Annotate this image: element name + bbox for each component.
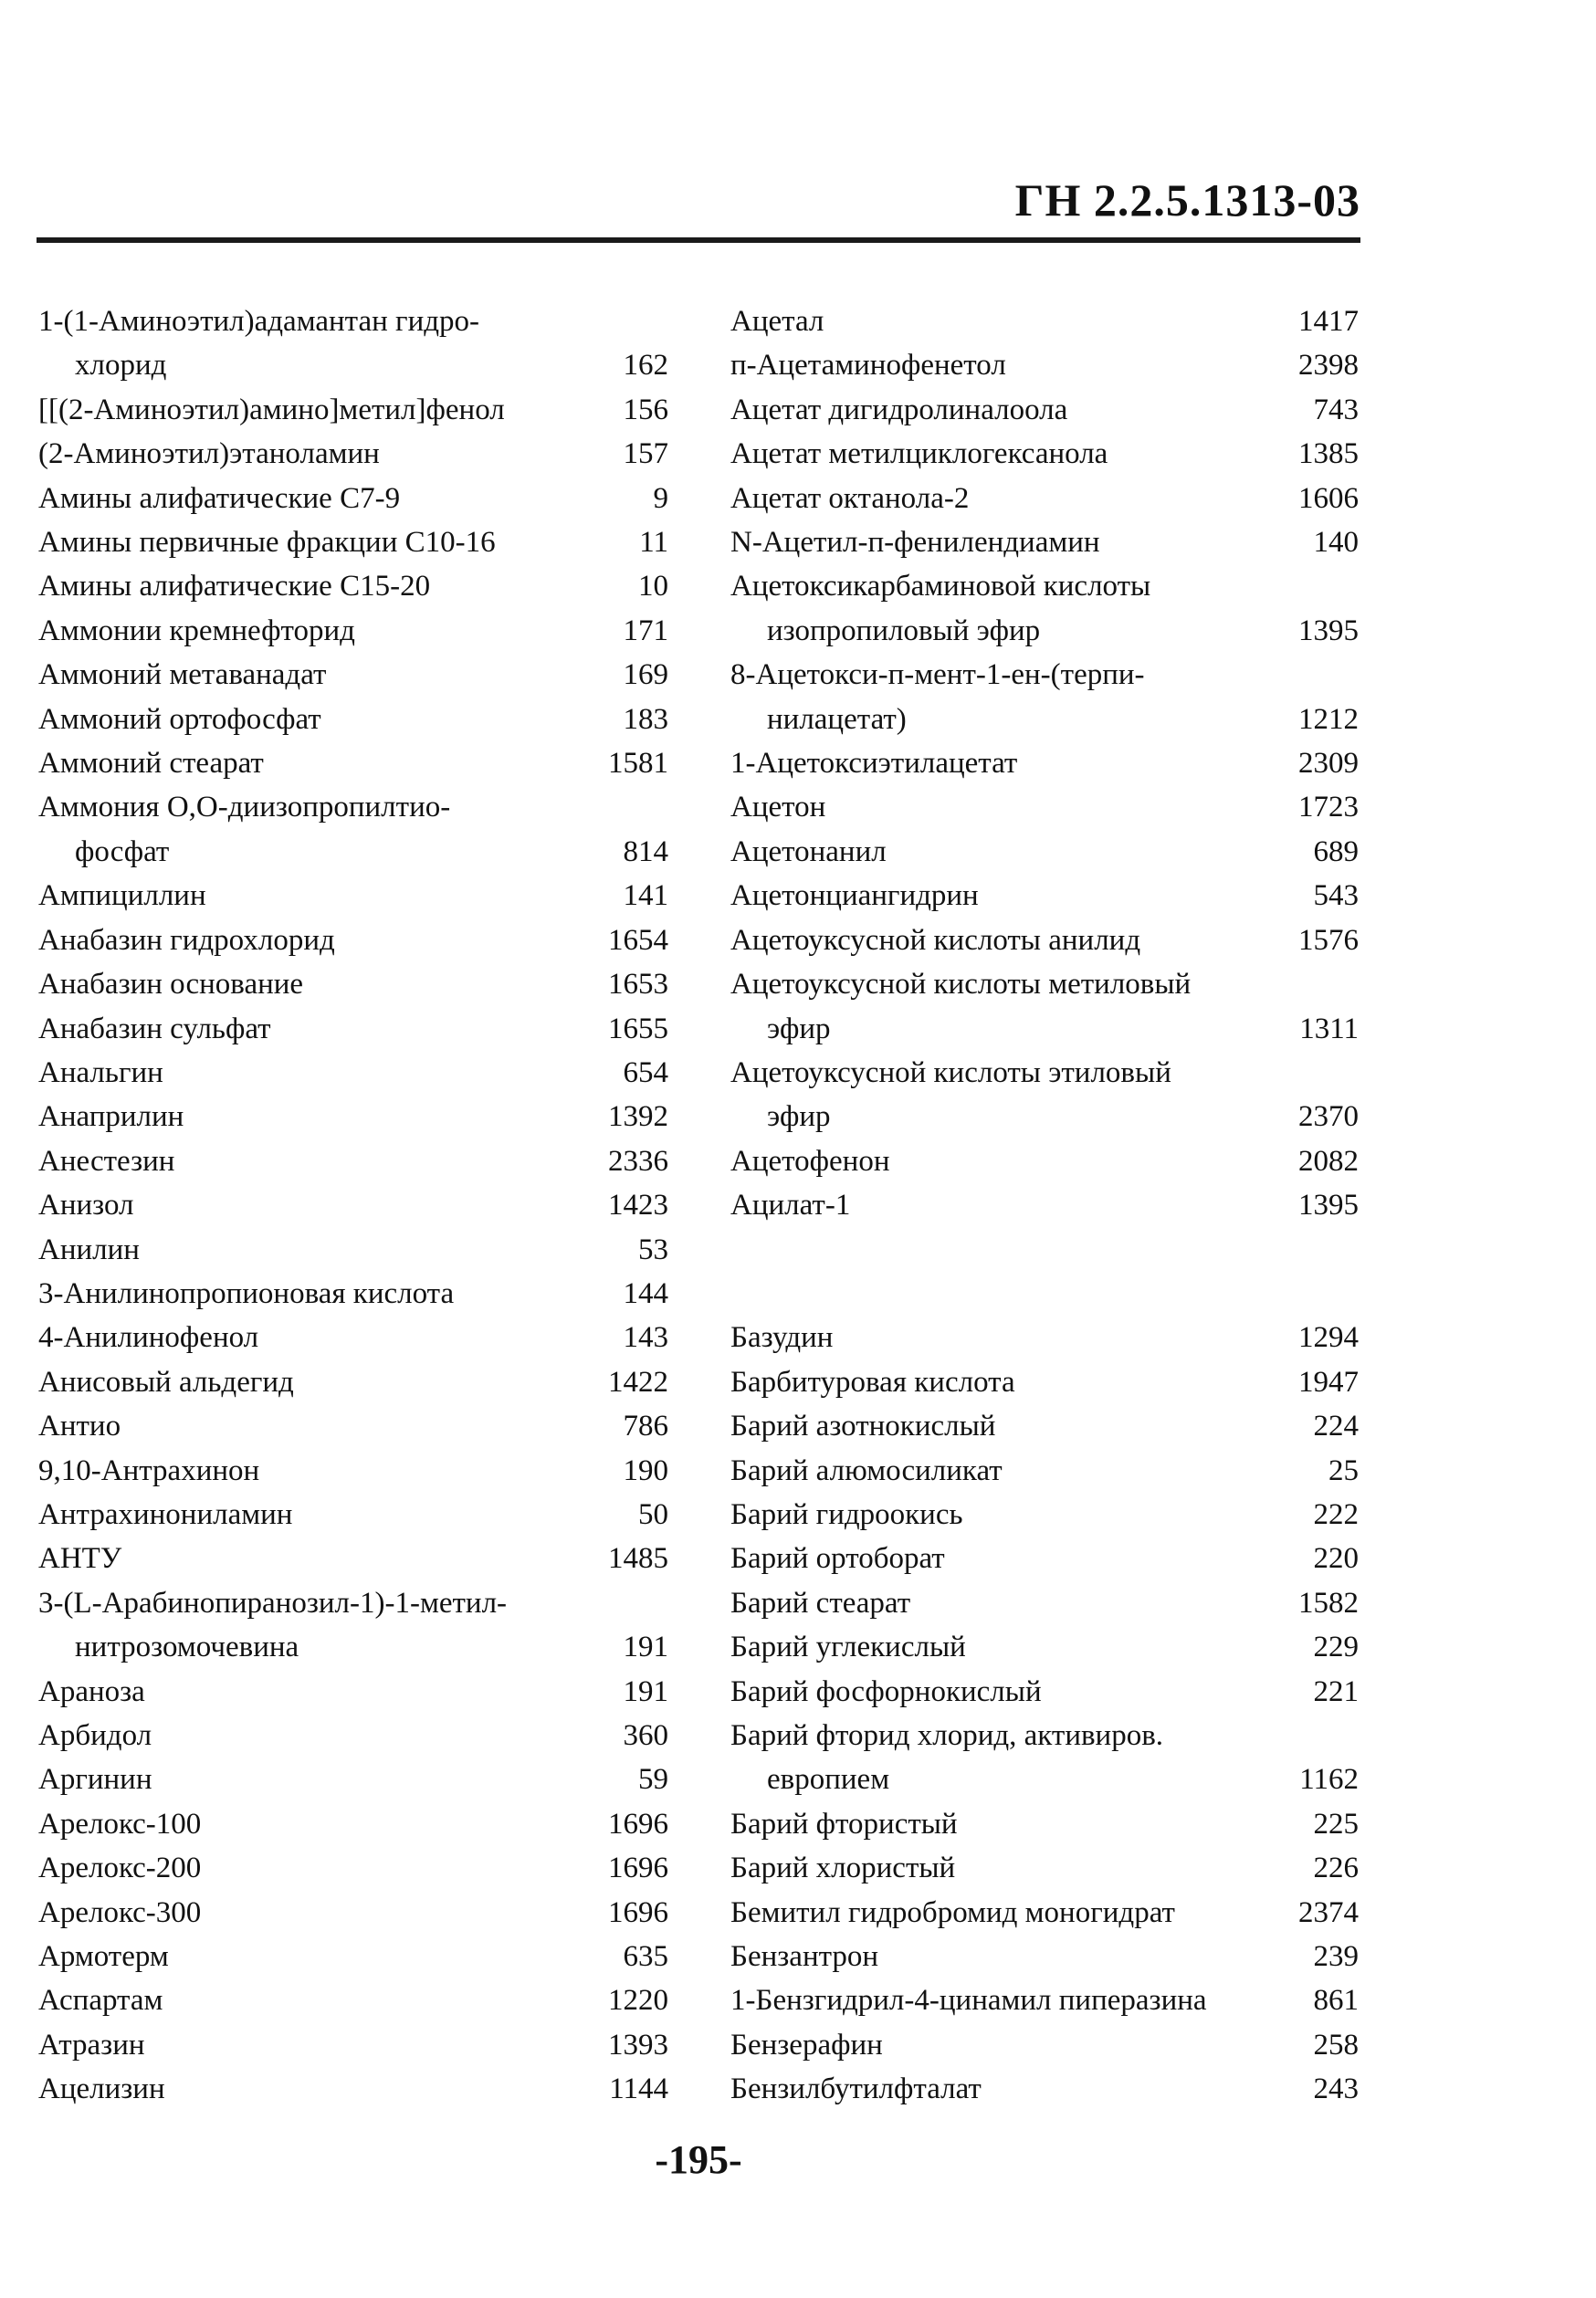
index-entry (730, 653, 1359, 697)
index-entry (730, 1846, 1359, 1890)
entry-term: Арелокс-300 (38, 1895, 202, 1929)
entry-term: Барий фосфорнокислый (730, 1674, 1042, 1708)
entry-term: Барий фторид хлорид, активиров. (730, 1718, 1164, 1752)
index-entry (730, 918, 1359, 962)
entry-term: 8-Ацетокси-п-мент-1-ен-(терпи- (730, 658, 1145, 692)
index-entry (730, 1935, 1359, 1978)
entry-page: 53 (638, 1233, 668, 1266)
index-entry (38, 874, 668, 918)
index-entry (38, 1051, 668, 1095)
entry-page: 1581 (608, 747, 668, 781)
index-entry (730, 520, 1359, 564)
entry-term: изопропиловый эфир (767, 614, 1041, 647)
index-entry (730, 299, 1359, 343)
entry-page: 140 (1313, 526, 1359, 560)
entry-page: 543 (1313, 879, 1359, 913)
entry-term: Аргинин (38, 1763, 152, 1797)
document-code: ГН 2.2.5.1313-03 (1014, 174, 1360, 226)
index-entry (38, 1139, 668, 1183)
entry-term: п-Ацетаминофенетол (730, 349, 1006, 383)
index-entry (38, 299, 668, 343)
index-entry (730, 2067, 1359, 2111)
index-entry (38, 1493, 668, 1537)
index-entry (38, 1935, 668, 1978)
entry-term: Ацетал (730, 305, 824, 338)
entry-term: Атразин (38, 2028, 145, 2062)
entry-page: 226 (1313, 1852, 1359, 1885)
entry-term: эфир (767, 1012, 831, 1045)
index-entry (38, 1007, 668, 1051)
entry-term: Анабазин сульфат (38, 1012, 271, 1045)
entry-page: 1395 (1298, 614, 1359, 647)
entry-page: 1582 (1298, 1586, 1359, 1620)
index-entry (38, 388, 668, 432)
entry-term: Амины алифатические C15-20 (38, 570, 431, 603)
index-entry (38, 1316, 668, 1359)
entry-term: Аспартам (38, 1984, 163, 2018)
entry-term: Ацилат-1 (730, 1189, 851, 1222)
entry-term: 4-Анилинофенол (38, 1321, 259, 1355)
entry-page: 861 (1313, 1984, 1359, 2018)
entry-term: фосфат (75, 834, 170, 868)
index-entry (38, 432, 668, 476)
entry-page: 2309 (1298, 747, 1359, 781)
entry-term: Барий фтористый (730, 1807, 958, 1841)
entry-term: Барий алюмосиликат (730, 1453, 1003, 1487)
index-entry (38, 741, 668, 785)
entry-term: Аммоний ортофосфат (38, 702, 321, 736)
entry-page: 786 (623, 1410, 668, 1443)
entry-term: Ацетонциангидрин (730, 879, 979, 913)
entry-term: Анисовый альдегид (38, 1365, 294, 1399)
entry-page: 143 (623, 1321, 668, 1355)
entry-page: 191 (623, 1631, 668, 1664)
entry-page: 1393 (608, 2028, 668, 2062)
index-entry (730, 1758, 1359, 1801)
index-entry (38, 1404, 668, 1448)
entry-page: 1212 (1298, 702, 1359, 736)
entry-page: 743 (1313, 393, 1359, 426)
entry-term: 1-Бензгидрил-4-цинамил пиперазина (730, 1984, 1207, 2018)
entry-page: 635 (623, 1940, 668, 1974)
index-entry (38, 1228, 668, 1272)
entry-term: Ацетоуксусной кислоты метиловый (730, 968, 1192, 1002)
entry-page: 1485 (608, 1542, 668, 1576)
entry-term: Амины алифатические C7-9 (38, 481, 401, 515)
entry-page: 1385 (1298, 437, 1359, 471)
index-column-right (730, 299, 1359, 2112)
entry-term: Антрахинониламин (38, 1497, 293, 1531)
entry-page: 1696 (608, 1807, 668, 1841)
index-entry (38, 1978, 668, 2022)
index-entry (38, 830, 668, 874)
entry-page: 1653 (608, 968, 668, 1002)
entry-term: эфир (767, 1100, 831, 1134)
index-entry (38, 1625, 668, 1669)
index-entry (730, 1316, 1359, 1359)
entry-page: 156 (623, 393, 668, 426)
entry-term: Ампициллин (38, 879, 206, 913)
index-entry (38, 962, 668, 1006)
entry-page: 225 (1313, 1807, 1359, 1841)
index-entry (730, 1537, 1359, 1580)
index-entry (38, 1802, 668, 1846)
entry-term: Армотерм (38, 1940, 169, 1974)
index-entry (730, 1714, 1359, 1758)
index-entry (38, 1581, 668, 1625)
index-entry (38, 785, 668, 829)
index-entry (730, 609, 1359, 653)
entry-page: 190 (623, 1453, 668, 1487)
index-entry (730, 1625, 1359, 1669)
entry-term: 1-(1-Аминоэтил)адамантан гидро- (38, 305, 480, 338)
entry-page: 222 (1313, 1497, 1359, 1531)
entry-page: 1392 (608, 1100, 668, 1134)
entry-term: (2-Аминоэтил)этаноламин (38, 437, 380, 471)
entry-term: Анизол (38, 1189, 134, 1222)
index-entry (730, 2023, 1359, 2067)
index-entry (730, 874, 1359, 918)
index-entry (38, 2023, 668, 2067)
entry-term: Ацетоксикарбаминовой кислоты (730, 570, 1151, 603)
entry-term: Анаприлин (38, 1100, 184, 1134)
index-entry (38, 1183, 668, 1227)
entry-page: 144 (623, 1276, 668, 1310)
index-column-left (38, 299, 668, 2112)
entry-term: нитрозомочевина (75, 1631, 299, 1664)
index-entry (38, 1449, 668, 1493)
entry-term: Бензилбутилфталат (730, 2072, 982, 2106)
entry-page: 1162 (1299, 1763, 1359, 1797)
entry-page: 141 (623, 879, 668, 913)
index-entry (38, 1758, 668, 1801)
index-entry (38, 2067, 668, 2111)
index-entry (730, 1139, 1359, 1183)
entry-term: Ацетонанил (730, 834, 887, 868)
index-entry (730, 962, 1359, 1006)
entry-term: 3-Анилинопропионовая кислота (38, 1276, 455, 1310)
entry-page: 1723 (1298, 791, 1359, 824)
entry-page: 814 (623, 834, 668, 868)
entry-page: 157 (623, 437, 668, 471)
index-entry (730, 388, 1359, 432)
entry-page: 689 (1313, 834, 1359, 868)
entry-page: 183 (623, 702, 668, 736)
entry-term: [[(2-Аминоэтил)амино]метил]фенол (38, 393, 505, 426)
entry-term: Ацетат метилциклогексанола (730, 437, 1108, 471)
entry-page: 1655 (608, 1012, 668, 1045)
entry-term: Арелокс-100 (38, 1807, 202, 1841)
entry-term: 9,10-Антрахинон (38, 1453, 260, 1487)
entry-term: Барий стеарат (730, 1586, 911, 1620)
entry-term: 1-Ацетоксиэтилацетат (730, 747, 1018, 781)
entry-page: 11 (639, 526, 668, 560)
index-entry (730, 477, 1359, 520)
entry-page: 2370 (1298, 1100, 1359, 1134)
entry-page: 1144 (609, 2072, 668, 2106)
index-entry (730, 1891, 1359, 1935)
entry-term: Амины первичные фракции C10-16 (38, 526, 496, 560)
index-entry (38, 520, 668, 564)
index-entry (38, 1095, 668, 1139)
entry-page: 50 (638, 1497, 668, 1531)
entry-term: Ацетон (730, 791, 826, 824)
index-entry (730, 698, 1359, 741)
entry-term: Ацелизин (38, 2072, 165, 2106)
entry-term: европием (767, 1763, 890, 1797)
entry-page: 239 (1313, 1940, 1359, 1974)
entry-term: АНТУ (38, 1542, 122, 1576)
entry-term: Барий гидроокись (730, 1497, 963, 1531)
entry-term: Барий азотнокислый (730, 1410, 996, 1443)
index-entry (730, 564, 1359, 608)
entry-page: 221 (1313, 1674, 1359, 1708)
entry-term: Барий углекислый (730, 1631, 966, 1664)
index-entry (730, 1802, 1359, 1846)
index-entry (730, 741, 1359, 785)
index-entry (38, 1846, 668, 1890)
index-entry (730, 1670, 1359, 1714)
index-entry (38, 653, 668, 697)
entry-term: Ацетофенон (730, 1144, 890, 1178)
entry-term: Ацетоуксусной кислоты анилид (730, 923, 1141, 957)
entry-page: 229 (1313, 1631, 1359, 1664)
entry-page: 1654 (608, 923, 668, 957)
index-entry (730, 1360, 1359, 1404)
entry-page: 2374 (1298, 1895, 1359, 1929)
entry-page: 191 (623, 1674, 668, 1708)
entry-page: 169 (623, 658, 668, 692)
index-entry (730, 432, 1359, 476)
entry-page: 1417 (1298, 305, 1359, 338)
entry-page: 1395 (1298, 1189, 1359, 1222)
entry-page: 162 (623, 349, 668, 383)
index-entry (730, 1581, 1359, 1625)
entry-term: Анестезин (38, 1144, 175, 1178)
section-gap (730, 1228, 1359, 1317)
entry-page: 654 (623, 1055, 668, 1089)
entry-page: 1294 (1298, 1321, 1359, 1355)
entry-term: Аммония O,O-диизопропилтио- (38, 791, 451, 824)
index-entry (38, 1537, 668, 1580)
entry-page: 1311 (1299, 1012, 1359, 1045)
entry-term: Аммоний стеарат (38, 747, 264, 781)
entry-page: 1696 (608, 1852, 668, 1885)
entry-term: Ацетоуксусной кислоты этиловый (730, 1055, 1171, 1089)
entry-term: Бензерафин (730, 2028, 883, 2062)
entry-page: 171 (623, 614, 668, 647)
index-entry (38, 564, 668, 608)
entry-term: Ацетат октанола-2 (730, 481, 970, 515)
index-entry (38, 1891, 668, 1935)
index-entry (730, 830, 1359, 874)
entry-term: Арелокс-200 (38, 1852, 202, 1885)
index-entry (38, 1670, 668, 1714)
page-number: -195- (655, 2137, 742, 2182)
entry-term: Ацетат дигидролиналоола (730, 393, 1068, 426)
entry-term: Барий ортоборат (730, 1542, 945, 1576)
entry-page: 1220 (608, 1984, 668, 2018)
header-rule (37, 237, 1360, 243)
index-entry (38, 1714, 668, 1758)
entry-page: 243 (1313, 2072, 1359, 2106)
entry-term: Араноза (38, 1674, 145, 1708)
entry-term: Аммоний метаванадат (38, 658, 327, 692)
entry-term: нилацетат) (767, 702, 907, 736)
entry-term: 3-(L-Арабинопиранозил-1)-1-метил- (38, 1586, 508, 1620)
index-entry (38, 477, 668, 520)
entry-term: N-Ацетил-п-фенилендиамин (730, 526, 1100, 560)
index-entry (730, 1007, 1359, 1051)
entry-page: 1947 (1298, 1365, 1359, 1399)
entry-page: 1422 (608, 1365, 668, 1399)
entry-term: Арбидол (38, 1719, 152, 1752)
entry-page: 9 (653, 481, 668, 515)
entry-term: хлорид (75, 349, 167, 383)
entry-term: Анабазин основание (38, 968, 304, 1002)
index-entry (38, 609, 668, 653)
index-entry (38, 1360, 668, 1404)
entry-term: Барий хлористый (730, 1852, 956, 1885)
index-entry (730, 785, 1359, 829)
entry-term: Антио (38, 1410, 121, 1443)
entry-page: 25 (1328, 1453, 1359, 1487)
index-entry (730, 1095, 1359, 1139)
entry-page: 1696 (608, 1895, 668, 1929)
entry-page: 2082 (1298, 1144, 1359, 1178)
entry-term: Аммонии кремнефторид (38, 614, 355, 647)
index-entry (730, 1051, 1359, 1095)
index-entry (730, 343, 1359, 387)
entry-term: Анальгин (38, 1055, 163, 1089)
entry-page: 1576 (1298, 923, 1359, 957)
entry-page: 2336 (608, 1144, 668, 1178)
entry-page: 224 (1313, 1410, 1359, 1443)
page-header (37, 173, 1360, 247)
index-entry (38, 918, 668, 962)
entry-term: Базудин (730, 1321, 834, 1355)
index-entry (730, 1449, 1359, 1493)
entry-term: Бемитил гидробромид моногидрат (730, 1895, 1175, 1929)
entry-page: 1423 (608, 1189, 668, 1222)
index-entry (730, 1183, 1359, 1227)
entry-page: 220 (1313, 1542, 1359, 1576)
entry-term: Анилин (38, 1233, 140, 1266)
index-entry (38, 1272, 668, 1316)
entry-page: 360 (623, 1719, 668, 1752)
index-entry (38, 698, 668, 741)
entry-page: 2398 (1298, 349, 1359, 383)
index-entry (730, 1493, 1359, 1537)
entry-page: 59 (638, 1763, 668, 1797)
index-entry (730, 1978, 1359, 2022)
entry-term: Анабазин гидрохлорид (38, 923, 335, 957)
index-entry (38, 343, 668, 387)
entry-page: 10 (638, 570, 668, 603)
entry-page: 258 (1313, 2028, 1359, 2062)
entry-term: Барбитуровая кислота (730, 1365, 1015, 1399)
index-entry (730, 1404, 1359, 1448)
entry-term: Бензантрон (730, 1940, 879, 1974)
entry-page: 1606 (1298, 481, 1359, 515)
